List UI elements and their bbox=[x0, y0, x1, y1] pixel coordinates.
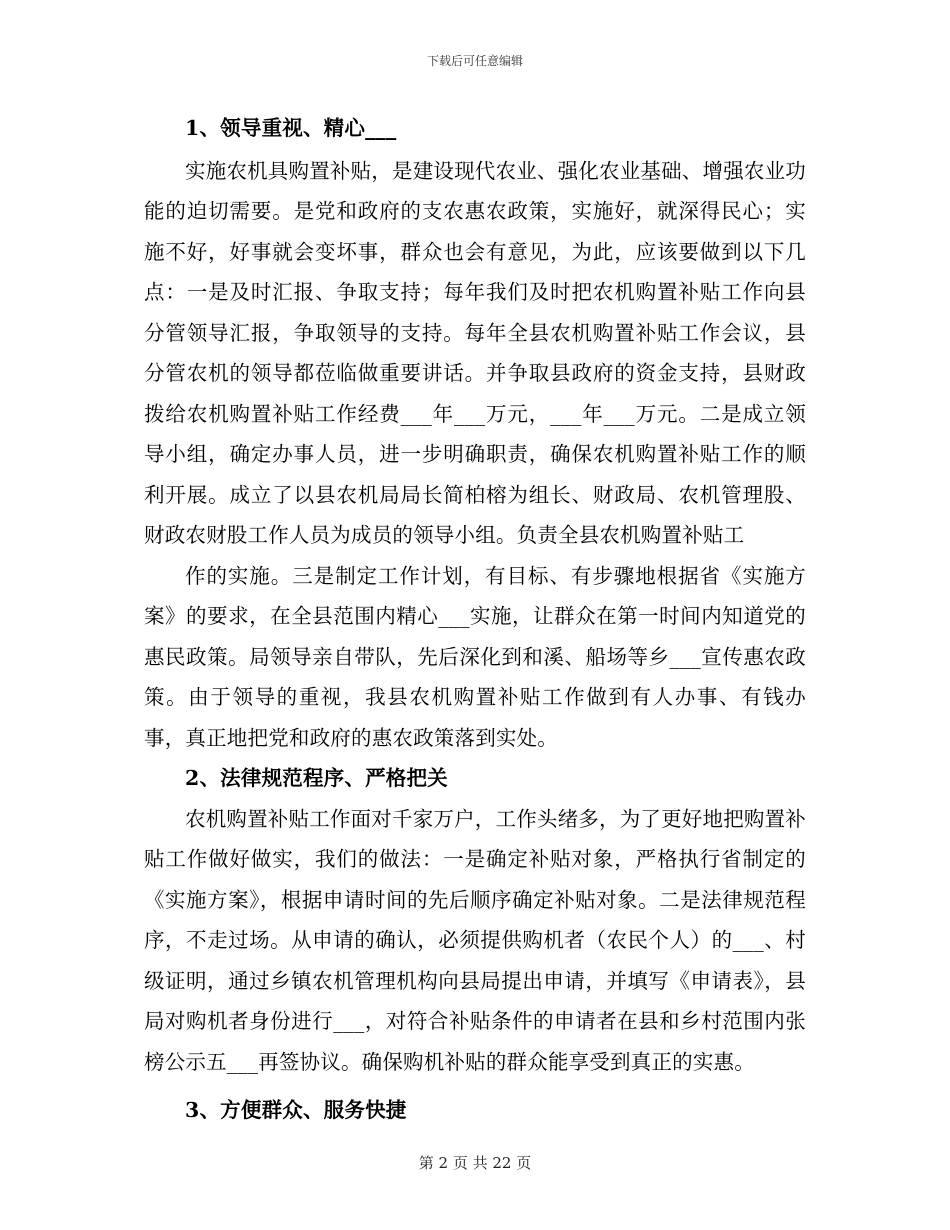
section-3-heading: 3、方便群众、服务快捷 bbox=[185, 1098, 407, 1122]
page-header: 下载后可任意编辑 bbox=[426, 54, 523, 68]
document-body bbox=[144, 108, 806, 1131]
section-1-paragraph-1: 实施农机具购置补贴，是建设现代农业、强化农业基础、增强农业功能的迫切需要。是党和政府的支农惠农政策，实施好，就深得民心；实施不好，好事就会变坏事，群众也会有意见，为此，应该要做到以下几点：一是及时汇报、争取支持；每年我们及时把农机购置补贴工作向县分管领导汇报，争取领导的支持。每年全县农机购置补贴工作会议，县分管农机的领导都莅临做重要讲话。并争取县政府的资金支持，县财政拨给农机购置补贴工作经费___年___万元，___年___万元。二是成立领导小组，确定办事人员，进一步明确职责，确保农机购置补贴工作的顺利开展。成立了以县农机局局长简柏榕为组长、财政局、农机管理股、财政农财股工作人员为成员的领导小组。负责全县农机购置补贴工 bbox=[144, 158, 806, 547]
section-2-heading: 2、法律规范程序、严格把关 bbox=[185, 766, 448, 790]
section-2-paragraph-1: 农机购置补贴工作面对千家万户，工作头绪多，为了更好地把购置补贴工作做好做实，我们的做法：一是确定补贴对象，严格执行省制定的《实施方案》，根据申请时间的先后顺序确定补贴对象。二是法律规范程序，不走过场。从申请的确认，必须提供购机者（农民个人）的___、村级证明，通过乡镇农机管理机构向县局提出申请，并填写《申请表》，县局对购机者身份进行___，对符合补贴条件的申请者在县和乡村范围内张榜公示五___再签协议。确保购机补贴的群众能享受到真正的实惠。 bbox=[144, 806, 806, 1074]
section-1-heading: 1、领导重视、精心___ bbox=[185, 116, 397, 140]
section-1-paragraph-2: 作的实施。三是制定工作计划，有目标、有步骤地根据省《实施方案》的要求，在全县范围内精心___实施，让群众在第一时间内知道党的惠民政策。局领导亲自带队，先后深化到和溪、船场等乡___宣传惠农政策。由于领导的重视，我县农机购置补贴工作做到有人办事、有钱办事，真正地把党和政府的惠农政策落到实处。 bbox=[144, 563, 806, 750]
page-footer: 第 2 页 共 22 页 bbox=[418, 1154, 532, 1172]
